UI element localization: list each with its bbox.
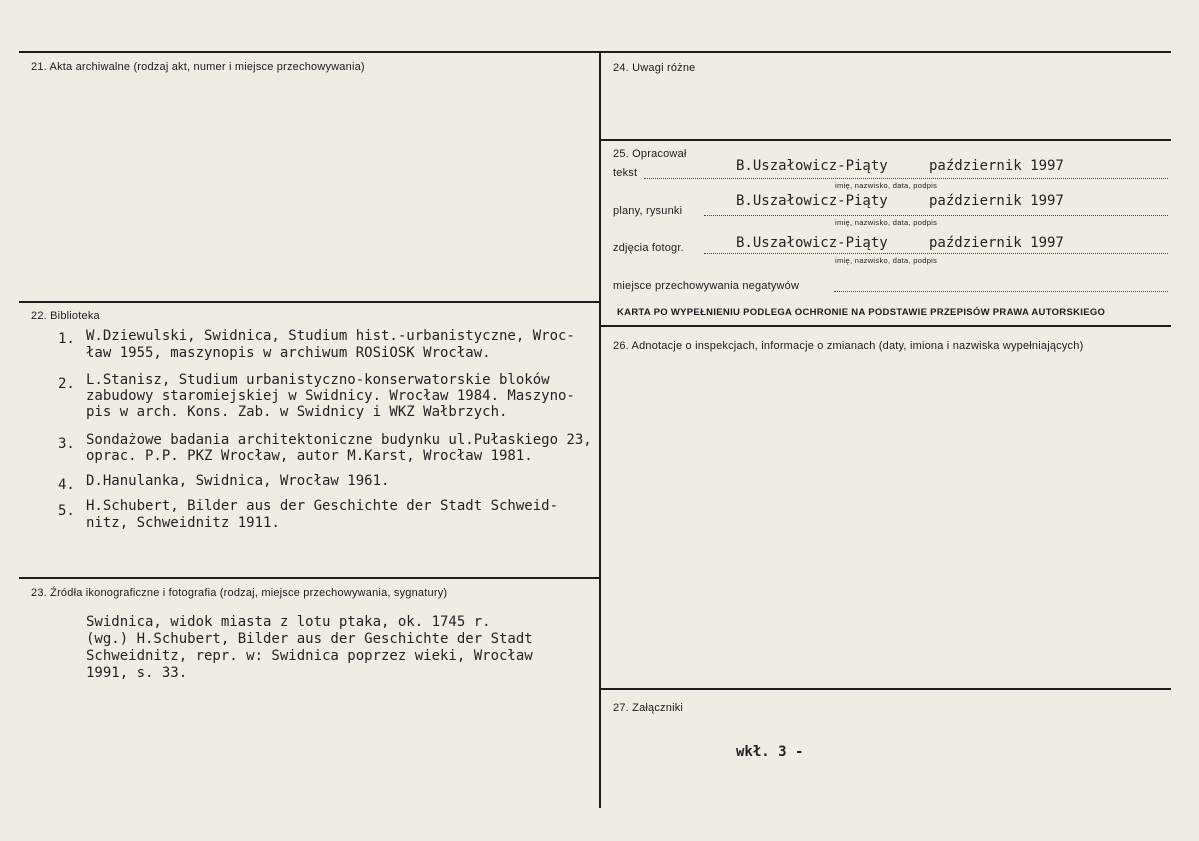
copyright-notice: KARTA PO WYPEŁNIENIU PODLEGA OCHRONIE NA PODSTAWIE PRZEPISÓW PRAWA AUTORSKIEGO: [617, 307, 1106, 318]
divider-25-26: [600, 325, 1171, 327]
top-border: [19, 51, 1171, 53]
divider-26-27: [600, 688, 1171, 690]
photos-author-name: B.Uszałowicz-Piąty: [736, 235, 888, 251]
drawings-author-line: [704, 215, 1168, 216]
section-23-title: 23. Źródła ikonograficzne i fotografia (rodzaj, miejsce przechowywania, sygnatury): [31, 587, 448, 599]
text-author-caption: imię, nazwisko, data, podpis: [835, 181, 938, 190]
iconography-line-2: (wg.) H.Schubert, Bilder aus der Geschichte der Stadt: [86, 631, 533, 647]
bib-item-1-number: 1.: [58, 331, 75, 347]
drawings-author-label: plany, rysunki: [613, 205, 683, 217]
section-24-title: 24. Uwagi różne: [613, 62, 696, 74]
photos-author-date: październik 1997: [929, 235, 1064, 251]
divider-24-25: [600, 139, 1171, 141]
center-divider: [599, 52, 601, 808]
attachments-value: wkł. 3 -: [736, 744, 804, 760]
iconography-line-1: Swidnica, widok miasta z lotu ptaka, ok. 1745 r.: [86, 614, 491, 630]
photos-author-line: [704, 253, 1168, 254]
section-27-title: 27. Załączniki: [613, 702, 684, 714]
bib-item-5-line-1: H.Schubert, Bilder aus der Geschichte der Stadt Schweid-: [86, 498, 559, 514]
bib-item-3-line-1: Sondażowe badania architektoniczne budynku ul.Pułaskiego 23,: [86, 432, 592, 448]
text-author-name: B.Uszałowicz-Piąty: [736, 158, 888, 174]
divider-21-22: [19, 301, 601, 303]
bib-item-4-number: 4.: [58, 477, 75, 493]
iconography-line-3: Schweidnitz, repr. w: Swidnica poprzez wieki, Wrocław: [86, 648, 533, 664]
bib-item-5-number: 5.: [58, 503, 75, 519]
bib-item-2-line-3: pis w arch. Kons. Zab. w Swidnicy i WKZ Wałbrzych.: [86, 404, 508, 420]
bib-item-3-line-2: oprac. P.P. PKZ Wrocław, autor M.Karst, Wrocław 1981.: [86, 448, 533, 464]
drawings-author-date: październik 1997: [929, 193, 1064, 209]
drawings-author-name: B.Uszałowicz-Piąty: [736, 193, 888, 209]
divider-22-23: [19, 577, 601, 579]
section-25-title: 25. Opracował: [613, 148, 687, 160]
bib-item-5-line-2: nitz, Schweidnitz 1911.: [86, 515, 280, 531]
bib-item-3-number: 3.: [58, 436, 75, 452]
iconography-line-4: 1991, s. 33.: [86, 665, 188, 681]
bib-item-2-line-1: L.Stanisz, Studium urbanistyczno-konserwatorskie bloków: [86, 372, 550, 388]
bib-item-2-number: 2.: [58, 376, 75, 392]
text-author-date: październik 1997: [929, 158, 1064, 174]
negatives-storage-label: miejsce przechowywania negatywów: [613, 280, 800, 292]
text-author-label: tekst: [613, 167, 638, 179]
photos-author-label: zdjęcia fotogr.: [613, 242, 684, 254]
bib-item-1-line-1: W.Dziewulski, Swidnica, Studium hist.-urbanistyczne, Wroc-: [86, 328, 575, 344]
text-author-line: [644, 178, 1168, 179]
section-26-title: 26. Adnotacje o inspekcjach, informacje o zmianach (daty, imiona i nazwiska wypełniających): [613, 340, 1084, 352]
bib-item-2-line-2: zabudowy staromiejskiej w Swidnicy. Wrocław 1984. Maszyno-: [86, 388, 575, 404]
section-21-title: 21. Akta archiwalne (rodzaj akt, numer i miejsce przechowywania): [31, 61, 365, 73]
drawings-author-caption: imię, nazwisko, data, podpis: [835, 218, 938, 227]
photos-author-caption: imię, nazwisko, data, podpis: [835, 256, 938, 265]
bib-item-1-line-2: ław 1955, maszynopis w archiwum ROSiOSK Wrocław.: [86, 345, 491, 361]
section-22-title: 22. Biblioteka: [31, 310, 100, 322]
negatives-storage-line: [834, 291, 1168, 292]
bib-item-4-line-1: D.Hanulanka, Swidnica, Wrocław 1961.: [86, 473, 390, 489]
